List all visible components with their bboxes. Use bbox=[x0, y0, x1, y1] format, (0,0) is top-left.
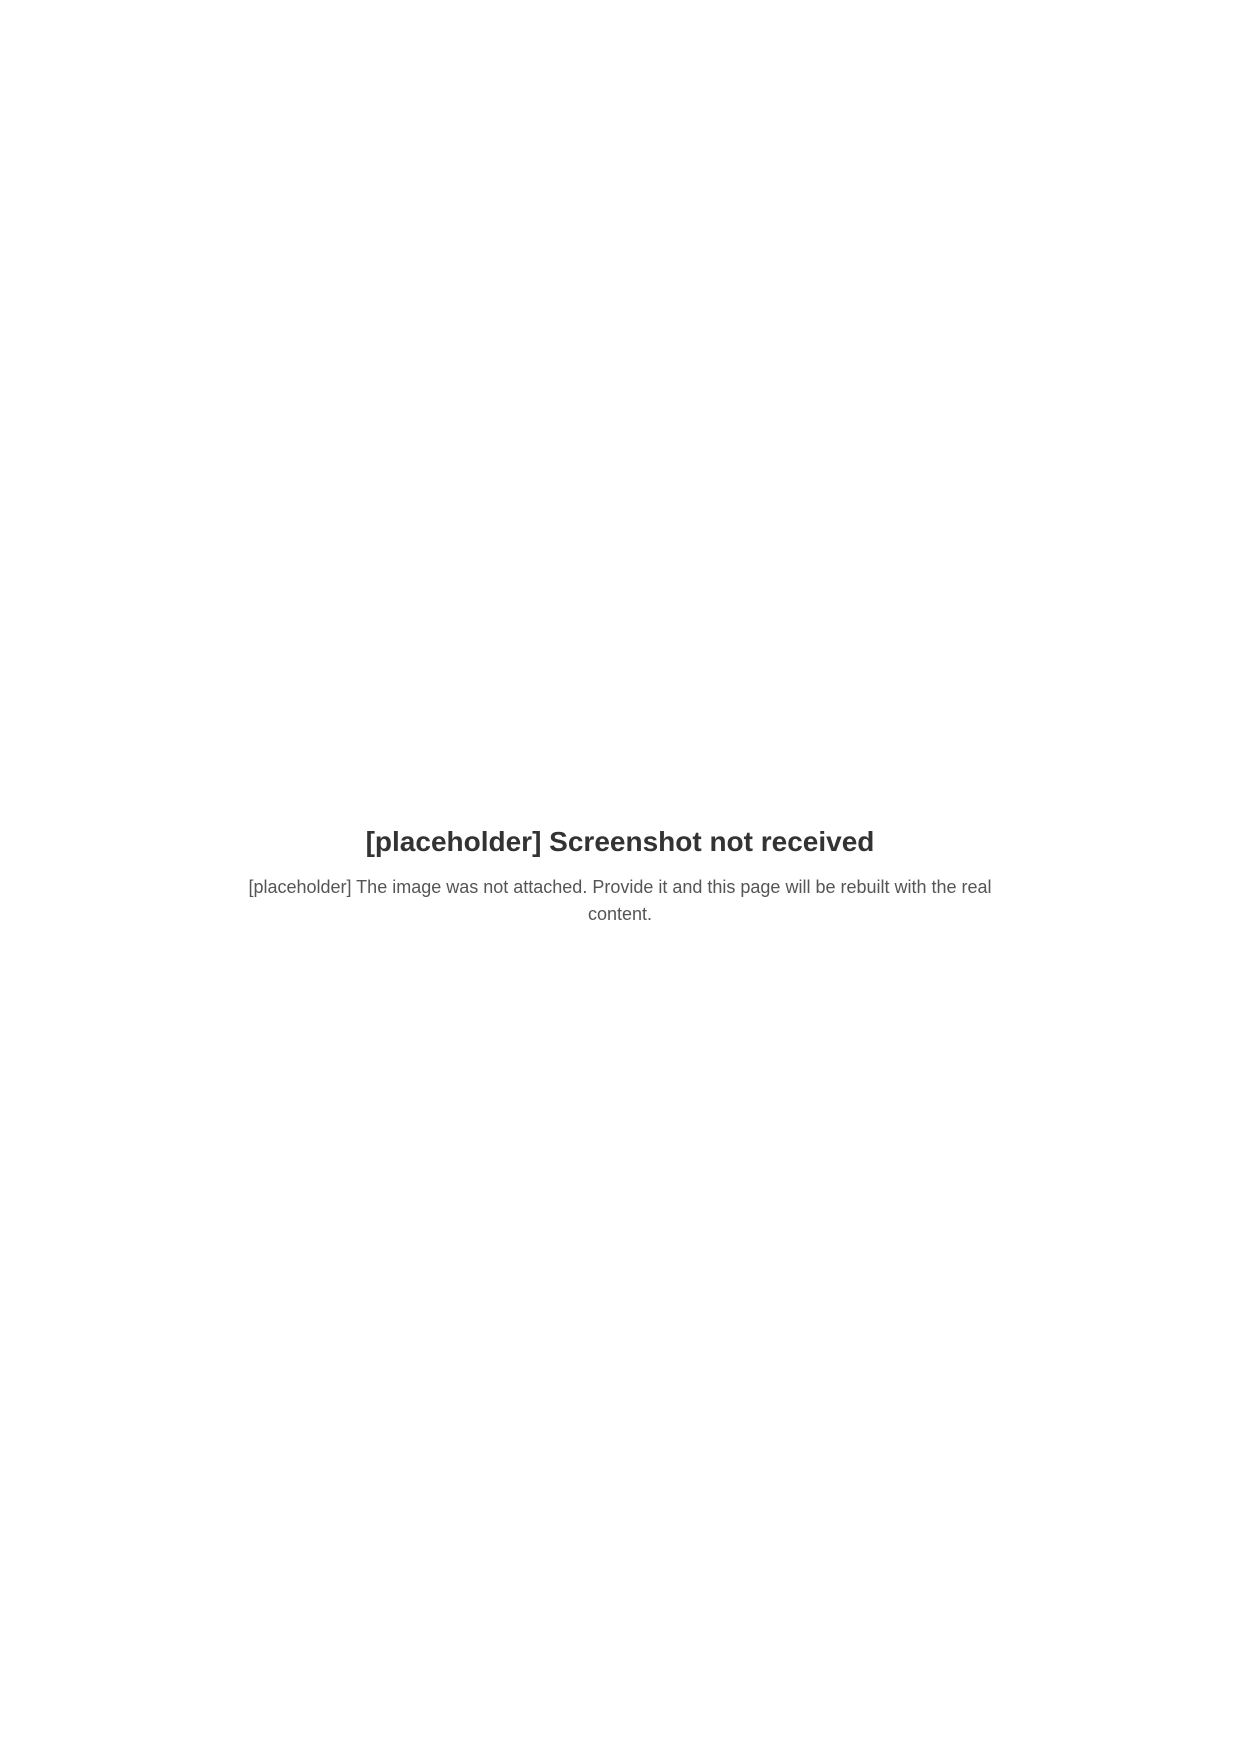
notice-title: [placeholder] Screenshot not received bbox=[365, 826, 875, 857]
notice-body: [placeholder] The image was not attached. Provide it and this page will be rebuilt with the real content. bbox=[248, 877, 992, 924]
